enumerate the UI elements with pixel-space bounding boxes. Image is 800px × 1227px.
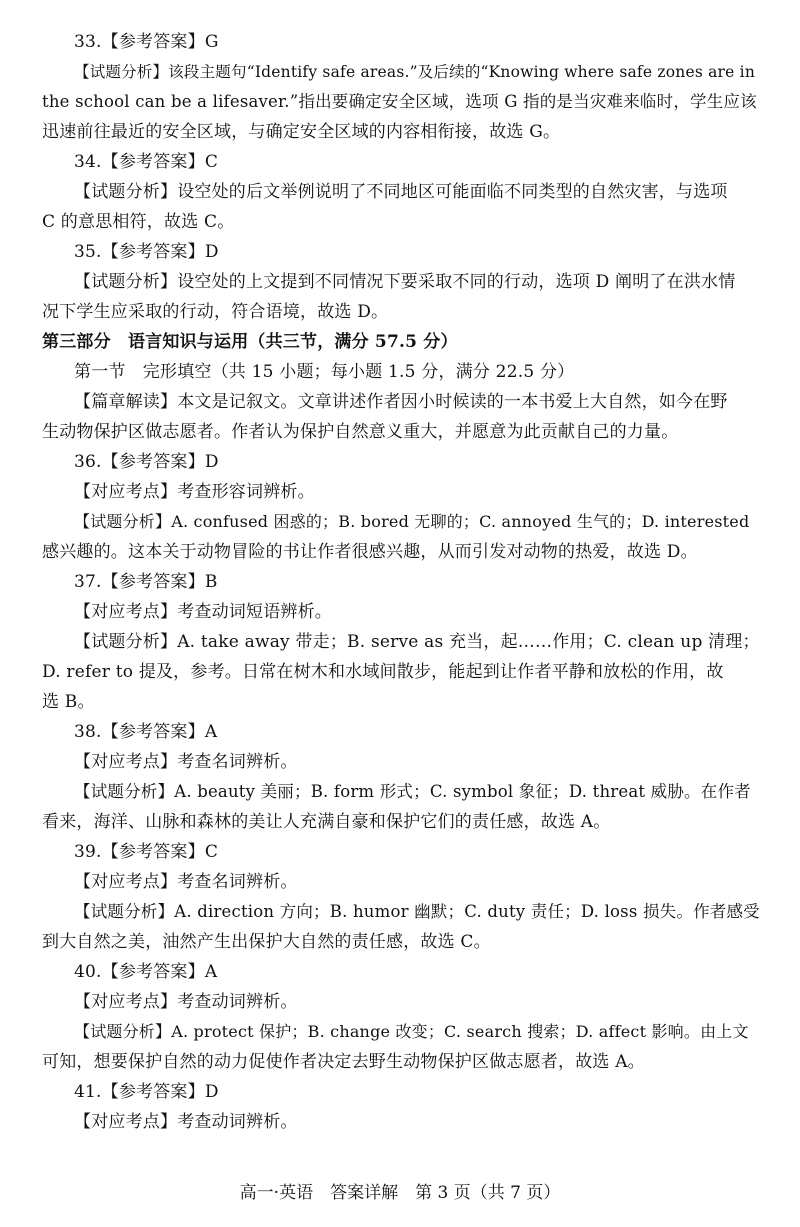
test-point-41: 【对应考点】考查动词辨析。	[74, 1112, 298, 1132]
answer-36: 36.【参考答案】D	[74, 452, 219, 472]
answer-34: 34.【参考答案】C	[74, 152, 219, 172]
test-point-38: 【对应考点】考查名词辨析。	[74, 752, 298, 772]
passage-summary-line-1: 【篇章解读】本文是记叙文。文章讲述作者因小时候读的一本书爱上大自然，如今在野	[74, 392, 728, 412]
answer-38: 38.【参考答案】A	[74, 722, 218, 742]
test-point-39: 【对应考点】考查名词辨析。	[74, 872, 298, 892]
analysis-33-line-2: the school can be a lifesaver.”指出要确定安全区域，选项 G 指的是当灾难来临时，学生应该	[42, 92, 757, 111]
answer-33: 33.【参考答案】G	[74, 32, 219, 52]
analysis-33-line-1: 【试题分析】该段主题句“Identify safe areas.”及后续的“Knowing where safe zones are in	[74, 63, 755, 81]
section-one-heading: 第一节 完形填空（共 15 小题；每小题 1.5 分，满分 22.5 分）	[74, 362, 575, 382]
analysis-38-line-2: 看来，海洋、山脉和森林的美让人充满自豪和保护它们的责任感，故选 A。	[42, 812, 611, 832]
analysis-34-line-1: 【试题分析】设空处的后文举例说明了不同地区可能面临不同类型的自然灾害，与选项	[74, 182, 728, 202]
answer-40: 40.【参考答案】A	[74, 962, 218, 982]
analysis-38-line-1: 【试题分析】A. beauty 美丽；B. form 形式；C. symbol 象征；D. threat 威胁。在作者	[74, 782, 751, 801]
analysis-33-line-3: 迅速前往最近的安全区域，与确定安全区域的内容相衔接，故选 G。	[42, 122, 561, 142]
analysis-36-line-1: 【试题分析】A. confused 困惑的；B. bored 无聊的；C. annoyed 生气的；D. interested	[74, 512, 750, 531]
part-three-heading: 第三部分 语言知识与运用（共三节，满分 57.5 分）	[42, 332, 458, 352]
analysis-35-line-2: 况下学生应采取的行动，符合语境，故选 D。	[42, 302, 389, 322]
test-point-40: 【对应考点】考查动词辨析。	[74, 992, 298, 1012]
test-point-36: 【对应考点】考查形容词辨析。	[74, 482, 315, 502]
answer-39: 39.【参考答案】C	[74, 842, 219, 862]
passage-summary-line-2: 生动物保护区做志愿者。作者认为保护自然意义重大，并愿意为此贡献自己的力量。	[42, 422, 679, 442]
analysis-37-line-2: D. refer to 提及，参考。日常在树木和水域间散步，能起到让作者平静和放松的作用，故	[42, 662, 724, 682]
answer-35: 35.【参考答案】D	[74, 242, 219, 262]
analysis-39-line-1: 【试题分析】A. direction 方向；B. humor 幽默；C. duty 责任；D. loss 损失。作者感受	[74, 902, 760, 921]
analysis-40-line-1: 【试题分析】A. protect 保护；B. change 改变；C. search 搜索；D. affect 影响。由上文	[74, 1022, 749, 1041]
answer-37: 37.【参考答案】B	[74, 572, 218, 592]
analysis-35-line-1: 【试题分析】设空处的上文提到不同情况下要采取不同的行动，选项 D 阐明了在洪水情	[74, 272, 736, 292]
analysis-34-line-2: C 的意思相符，故选 C。	[42, 212, 235, 232]
answer-41: 41.【参考答案】D	[74, 1082, 219, 1102]
analysis-39-line-2: 到大自然之美，油然产生出保护大自然的责任感，故选 C。	[42, 932, 491, 952]
analysis-37-line-3: 选 B。	[42, 692, 95, 712]
analysis-36-line-2: 感兴趣的。这本关于动物冒险的书让作者很感兴趣，从而引发对动物的热爱，故选 D。	[42, 542, 698, 562]
test-point-37: 【对应考点】考查动词短语辨析。	[74, 602, 332, 622]
analysis-40-line-2: 可知，想要保护自然的动力促使作者决定去野生动物保护区做志愿者，故选 A。	[42, 1052, 645, 1072]
analysis-37-line-1: 【试题分析】A. take away 带走；B. serve as 充当，起……作用；C. clean up 清理；	[74, 632, 760, 652]
page-footer: 高一·英语 答案详解 第 3 页（共 7 页）	[239, 1183, 561, 1203]
